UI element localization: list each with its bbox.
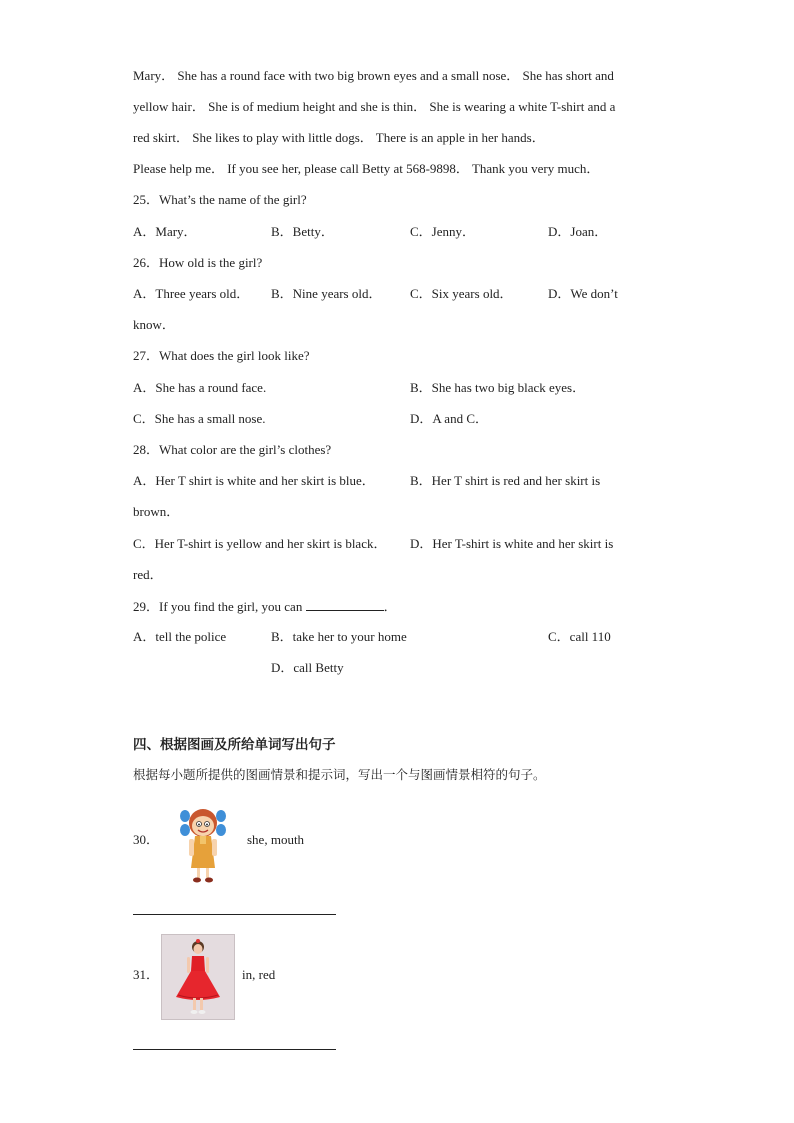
question-28-stem: 28．What color are the girl’s clothes? — [133, 442, 332, 457]
question-25-option-c[interactable]: C．Jenny． — [410, 224, 476, 239]
question-26-option-d-continued: know． — [133, 317, 175, 332]
question-28-option-d-continued: red． — [133, 567, 163, 582]
question-29-blank — [306, 598, 384, 611]
section-4-instruction: 根据每小题所提供的图画情景和提示词，写出一个与图画情景相符的句子。 — [133, 767, 546, 782]
question-31-image — [161, 934, 235, 1020]
question-27-option-a[interactable]: A．She has a round face. — [133, 380, 267, 395]
question-27-option-c[interactable]: C．She has a small nose. — [133, 411, 266, 426]
passage-line-1: Mary． She has a round face with two big brown eyes and a small nose． She has short and — [133, 68, 614, 83]
question-26-stem: 26．How old is the girl? — [133, 255, 263, 270]
question-29-option-b[interactable]: B．take her to your home — [271, 629, 407, 644]
question-30-answer-line[interactable] — [133, 914, 336, 915]
question-30-number: 30． — [133, 832, 160, 847]
question-31-hint: in, red — [242, 967, 276, 982]
question-26-option-b[interactable]: B．Nine years old． — [271, 286, 382, 301]
question-29-stem-text: 29．If you find the girl, you can — [133, 599, 303, 614]
passage-line-3: red skirt． She likes to play with little dogs． There is an apple in her hands． — [133, 130, 545, 145]
question-28-option-c[interactable]: C．Her T-shirt is yellow and her skirt is black． — [133, 536, 387, 551]
question-27-option-d[interactable]: D．A and C． — [410, 411, 489, 426]
section-4-heading: 四、根据图画及所给单词写出句子 — [133, 737, 336, 753]
question-25-option-a[interactable]: A．Mary． — [133, 224, 197, 239]
question-27-option-b[interactable]: B．She has two big black eyes． — [410, 380, 586, 395]
passage-line-4: Please help me． If you see her, please call Betty at 568-9898． Thank you very much． — [133, 161, 600, 176]
question-28-option-a[interactable]: A．Her T shirt is white and her skirt is blue． — [133, 473, 375, 488]
question-31-answer-line[interactable] — [133, 1049, 336, 1050]
passage-line-2: yellow hair． She is of medium height and she is thin． She is wearing a white T-shirt and a — [133, 99, 616, 114]
question-28-option-b-continued: brown． — [133, 504, 180, 519]
girl-red-dress-photo-icon — [162, 935, 234, 1019]
question-27-stem: 27．What does the girl look like? — [133, 348, 310, 363]
question-29-option-d[interactable]: D．call Betty — [271, 660, 344, 675]
question-25-option-d[interactable]: D．Joan． — [548, 224, 608, 239]
question-30-image — [178, 806, 228, 884]
question-26-option-a[interactable]: A．Three years old． — [133, 286, 250, 301]
question-25-stem: 25．What’s the name of the girl? — [133, 192, 307, 207]
question-28-option-d[interactable]: D．Her T-shirt is white and her skirt is — [410, 536, 614, 551]
question-29-option-c[interactable]: C．call 110 — [548, 629, 611, 644]
question-29-stem — [133, 598, 397, 615]
question-25-option-b[interactable]: B．Betty． — [271, 224, 334, 239]
question-29-option-a[interactable]: A．tell the police — [133, 629, 227, 644]
question-26-option-c[interactable]: C．Six years old． — [410, 286, 513, 301]
question-28-option-b[interactable]: B．Her T shirt is red and her skirt is — [410, 473, 601, 488]
question-26-option-d[interactable]: D．We don’t — [548, 286, 618, 301]
question-31-number: 31． — [133, 967, 160, 982]
question-30-hint: she, mouth — [247, 832, 305, 847]
cartoon-girl-icon — [178, 806, 228, 884]
question-29-stem-end: ． — [383, 599, 397, 614]
